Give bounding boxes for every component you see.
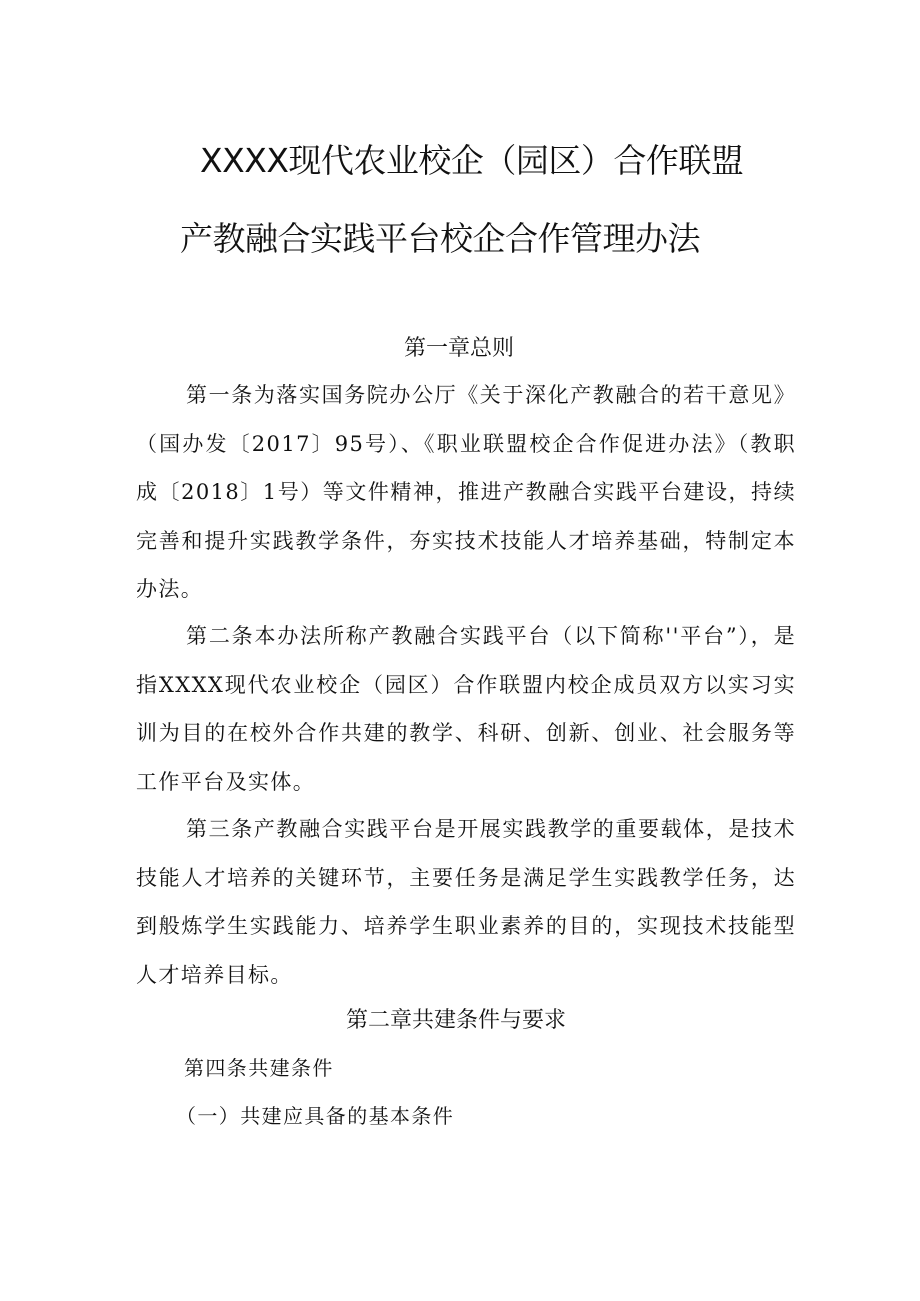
article-4-item-1: （一）共建应具备的基本条件 [176, 1104, 455, 1128]
article-2-paragraph: 第二条本办法所称产教融合实践平台（以下简称''平台”），是指XXXX现代农业校企（园区）合作联盟内校企成员双方以实习实训为目的在校外合作共建的教学、科研、创新、创业、社会服务等工作平台及实体。 [136, 624, 796, 794]
article-1-paragraph: 第一条为落实国务院办公厅《关于深化产教融合的若干意见》（国办发〔2017〕95号）、《职业联盟校企合作促进办法》（教职成〔2018〕1号）等文件精神，推进产教融合实践平台建设，持续完善和提升实践教学条件，夯实技术技能人才培养基础，特制定本办法。 [136, 383, 796, 601]
document-title-line-2: 产教融合实践平台校企合作管理办法 [180, 219, 700, 258]
chapter-1-heading: 第一章总则 [404, 336, 515, 361]
chapter-2-heading: 第二章共建条件与要求 [346, 1008, 567, 1033]
article-3-paragraph: 第三条产教融合实践平台是开展实践教学的重要载体，是技术技能人才培养的关键环节，主要任务是满足学生实践教学任务，达到般炼学生实践能力、培养学生职业素养的目的，实现技术技能型人才培养目标。 [136, 817, 796, 987]
article-4-heading: 第四条共建条件 [184, 1056, 334, 1080]
document-title-line-1: XXXX现代农业校企（园区）合作联盟 [200, 141, 744, 180]
